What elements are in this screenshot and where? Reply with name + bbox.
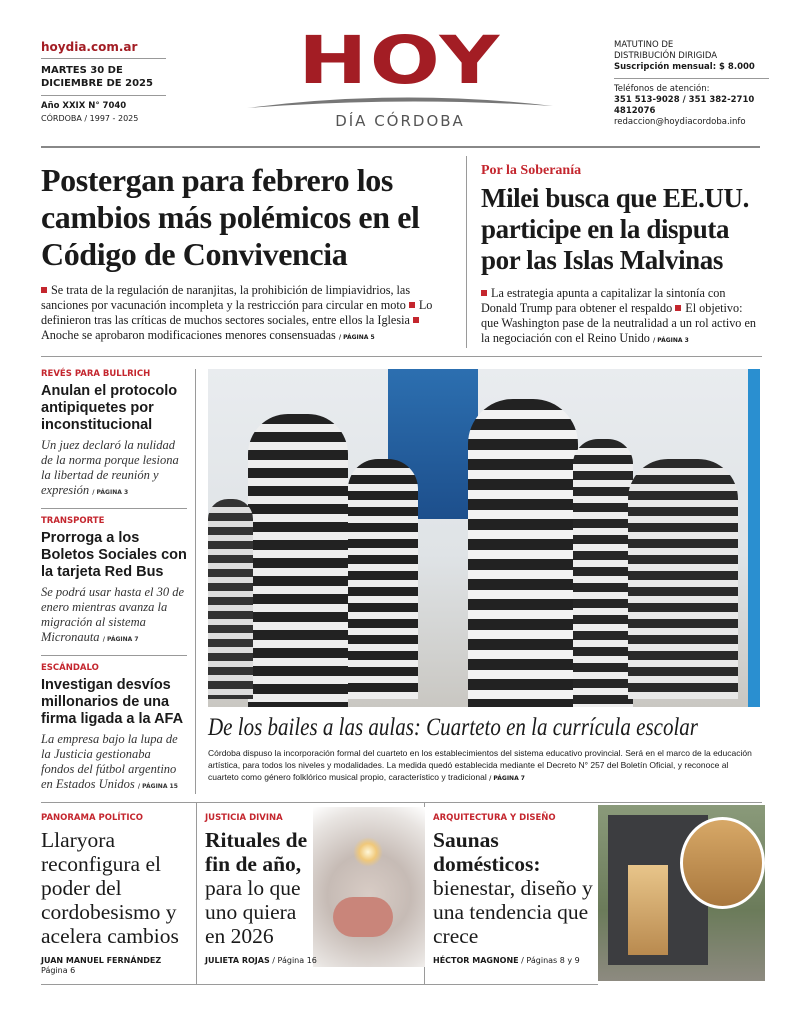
story-kicker: PANORAMA POLÍTICO	[41, 813, 143, 823]
page-ref: / PÁGINA 7	[102, 636, 139, 643]
page-ref: / PÁGINA 5	[338, 334, 375, 341]
site-url[interactable]: hoydia.com.ar	[41, 40, 166, 59]
top-stories	[41, 156, 762, 357]
bullet-icon	[675, 305, 681, 311]
story-headline[interactable]: Prorroga a los Boletos Sociales con la tarjeta Red Bus	[41, 530, 187, 580]
dancers-photo[interactable]	[208, 369, 760, 707]
edition-place: CÓRDOBA / 1997 - 2025	[41, 114, 139, 123]
sauna-door	[628, 865, 668, 955]
dancer	[208, 499, 253, 699]
story-kicker: JUSTICIA DIVINA	[205, 813, 283, 823]
page-ref: Página 6	[41, 966, 76, 975]
phone-2: 4812076	[614, 106, 656, 116]
page-ref: / Página 16	[272, 956, 317, 965]
lead-summary	[41, 283, 456, 345]
page-ref: / PÁGINA 7	[489, 775, 525, 782]
story-kicker: REVÉS PARA BULLRICH	[41, 369, 151, 379]
second-summary	[481, 286, 762, 348]
lead-bullet-3: Anoche se aprobaron modificaciones menores consensuadas	[41, 328, 336, 342]
story-author: HÉCTOR MAGNONE	[433, 956, 519, 965]
second-bullet-2: El objetivo: que Washington pase de la neutralidad a un rol activo en la negociación con el Reino Unido	[481, 301, 756, 345]
dancer	[468, 399, 578, 707]
sauna-photo	[598, 805, 765, 981]
photo-story	[196, 369, 762, 794]
sidebar	[41, 369, 196, 794]
dancer	[628, 459, 738, 699]
second-bullet-1: La estrategia apunta a capitalizar la sintonía con Donald Trump para obtener el respaldo	[481, 286, 726, 315]
page-ref: / Páginas 8 y 9	[521, 956, 580, 965]
photo-story-text	[208, 747, 760, 785]
photo-story-headline[interactable]: De los bailes a las aulas: Cuarteto en la currícula escolar	[208, 714, 698, 741]
content	[41, 156, 762, 985]
story-kicker: ARQUITECTURA Y DISEÑO	[433, 813, 556, 823]
story-author: JULIETA ROJAS	[205, 956, 270, 965]
logo-swoosh	[245, 94, 555, 110]
bottom-story[interactable]	[425, 803, 597, 984]
dancer	[573, 439, 633, 707]
masthead-left	[41, 40, 166, 124]
distribution-line-2: DISTRIBUCIÓN DIRIGIDA	[614, 51, 718, 61]
story-kicker: ESCÁNDALO	[41, 663, 99, 673]
bullet-icon	[409, 302, 415, 308]
sauna-interior-inset	[680, 817, 765, 909]
contact-email[interactable]: redaccion@hoydiacordoba.info	[614, 117, 746, 127]
bottom-story[interactable]	[197, 803, 425, 984]
masthead-right	[614, 40, 769, 128]
lead-bullet-1: Se trata de la regulación de naranjitas, la prohibición de limpiavidrios, las sanciones por vacunación incompleta y la restricción para circular en moto	[41, 283, 411, 312]
dancer	[248, 414, 348, 707]
sidebar-story[interactable]	[41, 656, 187, 794]
blue-panel	[748, 369, 760, 707]
sidebar-story[interactable]	[41, 509, 187, 656]
subscription-price: Suscripción mensual: $ 8.000	[614, 62, 769, 79]
story-headline[interactable]: para lo que uno quiera en 2026	[205, 876, 301, 948]
page-ref: / PÁGINA 3	[92, 489, 129, 496]
story-text: La empresa bajo la lupa de la Justicia gestionaba fondos del fútbol argentino en Estados Unidos	[41, 732, 178, 791]
middle-section	[41, 357, 762, 803]
bullet-icon	[413, 317, 419, 323]
story-headline-bold[interactable]: Saunas domésticos:	[433, 828, 541, 876]
bottom-story[interactable]	[41, 803, 197, 984]
bottom-section	[41, 803, 598, 985]
second-kicker: Por la Soberanía	[481, 163, 582, 178]
logo	[245, 30, 555, 135]
story-headline[interactable]: bienestar, diseño y una tendencia que crece	[433, 876, 593, 948]
story-headline[interactable]: Investigan desvíos millonarios de una firma ligada a la AFA	[41, 677, 184, 727]
phones: 351 513-9028 / 351 382-2710	[614, 95, 755, 105]
second-story	[467, 156, 762, 348]
story-headline[interactable]: Anulan el protocolo antipiquetes por inconstitucional	[41, 383, 178, 433]
lead-story	[41, 156, 467, 348]
sparkler-icon	[353, 837, 383, 867]
story-text: Un juez declaró la nulidad de la norma porque lesiona la libertad de reunión y expresión	[41, 438, 179, 497]
story-headline[interactable]: Llaryora reconfigura el poder del cordobesismo y acelera cambios	[41, 828, 179, 948]
story-headline-bold[interactable]: Rituales de fin de año,	[205, 828, 308, 876]
page-ref: / PÁGINA 15	[137, 783, 178, 790]
second-headline[interactable]: Milei busca que EE.UU. participe en la disputa por las Islas Malvinas	[481, 183, 749, 275]
story-author: JUAN MANUEL FERNÁNDEZ	[41, 956, 162, 965]
logo-subtitle: DÍA CÓRDOBA	[335, 112, 465, 130]
page-ref: / PÁGINA 3	[652, 337, 689, 344]
sparkler-photo	[313, 807, 425, 967]
lead-bullet-2: Lo definieron tras las críticas de muchos sectores sociales, entre ellos la Iglesia	[41, 298, 433, 327]
photo-story-headline-wrap	[208, 713, 762, 745]
photo-story-body: Córdoba dispuso la incorporación formal del cuarteto en los establecimientos del sistema educativo provincial. Será en el marco de la educación artística, para todos los niveles y modalidades. La medida quedó establecida mediante el Decreto N° 257 del Boletín Oficial, y reconoce al cuarteto como género folklórico musical propio, característico y tradicional	[208, 748, 752, 782]
edition-number: Año XXIX N° 7040	[41, 101, 127, 111]
logo-text: HOY	[298, 30, 502, 92]
header-divider	[41, 146, 760, 148]
lead-headline[interactable]: Postergan para febrero los cambios más polémicos en el Código de Convivencia	[41, 162, 420, 272]
bullet-icon	[481, 290, 487, 296]
phones-label: Teléfonos de atención:	[614, 84, 710, 94]
issue-date: MARTES 30 DE DICIEMBRE DE 2025	[41, 64, 166, 96]
story-kicker: TRANSPORTE	[41, 516, 105, 526]
dancer	[348, 459, 418, 699]
story-text: Se podrá usar hasta el 30 de enero mientras avanza la migración al sistema Micronauta	[41, 585, 185, 644]
hands	[333, 897, 393, 937]
distribution-line-1: MATUTINO DE	[614, 40, 674, 50]
bullet-icon	[41, 287, 47, 293]
sidebar-story[interactable]	[41, 369, 187, 509]
